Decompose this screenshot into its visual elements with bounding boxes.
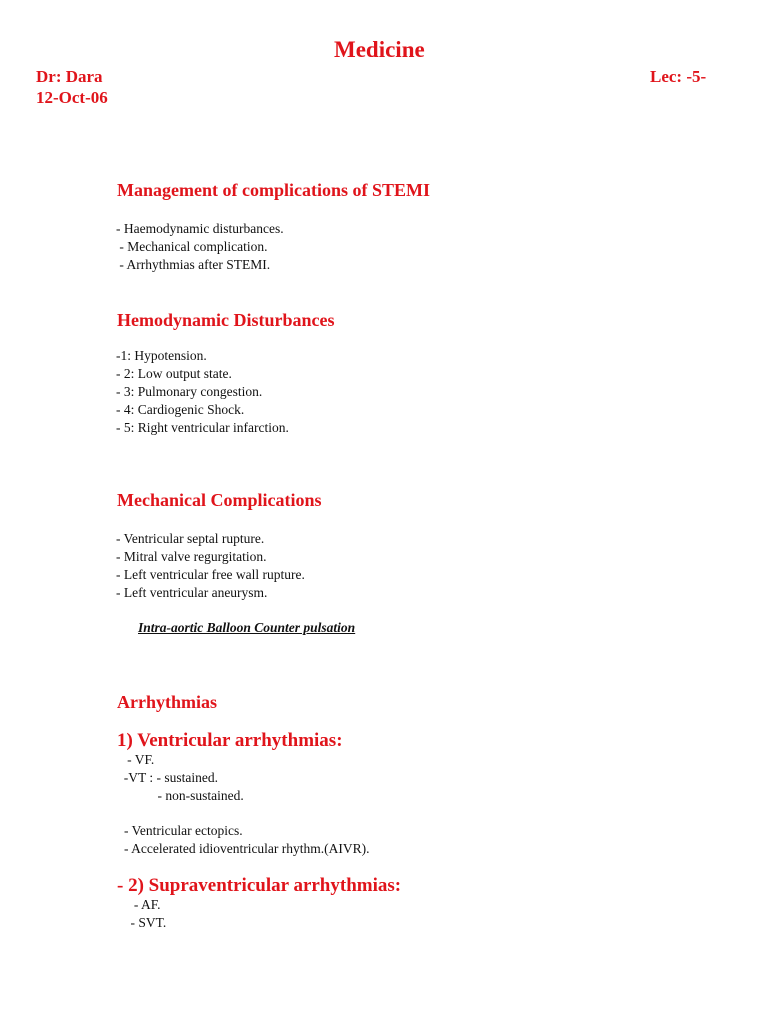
supraventricular-list [117,896,166,932]
lecture-date: 12-Oct-06 [36,88,108,107]
list-item: - Left ventricular free wall rupture. [116,567,305,582]
list-item: - 4: Cardiogenic Shock. [116,402,245,417]
doctor-name: Dr: Dara [36,67,103,86]
list-item: -VT : - sustained. [117,770,218,785]
hemodynamic-list [116,347,289,437]
list-item: - 3: Pulmonary congestion. [116,384,263,399]
list-item: - Left ventricular aneurysm. [116,585,268,600]
list-item: - AF. [117,897,161,912]
list-item: - VF. [117,752,155,767]
management-list [116,220,284,274]
hemodynamic-heading: Hemodynamic Disturbances [117,310,335,330]
list-item: - Haemodynamic disturbances. [116,221,284,236]
ventricular-arrhythmias-heading: 1) Ventricular arrhythmias: [117,730,343,751]
list-item: -1: Hypotension. [116,348,207,363]
list-item: - Accelerated idioventricular rhythm.(AIVR). [124,841,370,856]
list-item: - non-sustained. [117,788,244,803]
list-item: - 2: Low output state. [116,366,232,381]
list-item: - Ventricular ectopics. [124,823,243,838]
management-heading: Management of complications of STEMI [117,180,430,200]
arrhythmias-heading: Arrhythmias [117,692,217,712]
list-item: - Mechanical complication. [116,239,268,254]
list-item: - SVT. [117,915,167,930]
list-item: - Mitral valve regurgitation. [116,549,267,564]
mechanical-heading: Mechanical Complications [117,490,322,510]
list-item: - Ventricular septal rupture. [116,531,265,546]
document-title: Medicine [334,37,425,62]
list-item: - Arrhythmias after STEMI. [116,257,271,272]
ventricular-list-2 [124,822,370,858]
lecture-number: Lec: -5- [650,67,707,86]
supraventricular-arrhythmias-heading: - 2) Supraventricular arrhythmias: [117,875,402,896]
mechanical-list [116,530,305,602]
balloon-pump-note: Intra-aortic Balloon Counter pulsation [138,620,356,635]
ventricular-list [117,751,244,805]
list-item: - 5: Right ventricular infarction. [116,420,289,435]
